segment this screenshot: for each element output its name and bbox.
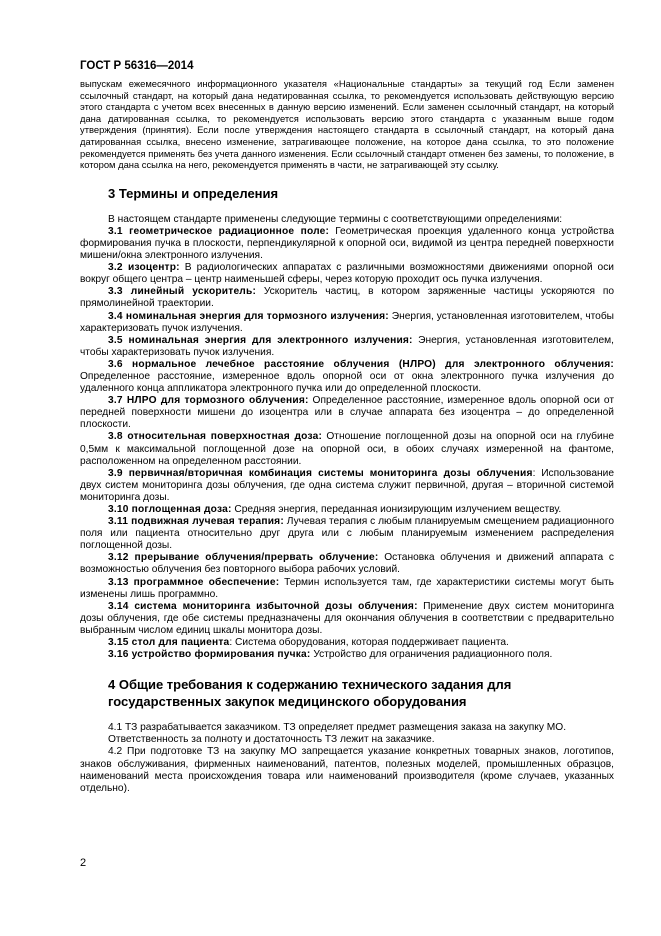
- term-text: Определенное расстояние, измеренное вдоль опорной оси от окна электронного пучка излучения до удаленного конца аппликатора электронного пучка или до определенной плоскости.: [80, 370, 614, 395]
- term-text: Применение двух систем мониторинга дозы облучения, где обе системы предназначены для окончания облучения в соответствии с предварительно выбранным числом единиц шкалы монитора дозы.: [80, 600, 614, 636]
- intro-paragraph: выпускам ежемесячного информационного указателя «Национальные стандарты» за текущий год Если заменен ссылочный стандарт, на который дана недатированная ссылка, то рекомендуется использовать действующую версию этого стандарта с учетом всех внесенных в данную версию изменений. Если заменен ссылочный стандарт, на который дана датированная ссылка, то рекомендуется использовать версию этого стандарта с указанным выше годом утверждения (принятия). Если после утверждения настоящего стандарта в ссылочный стандарт, на который дана датированная ссылка, внесено изменение, затрагивающее положение, на которое дана ссылка, то это положение рекомендуется применять без учета данного изменения. Если ссылочный стандарт отменен без замены, то положение, в котором дана ссылка на него, рекомендуется применять в части, не затрагивающей эту ссылку.: [80, 78, 614, 171]
- term-text: Лучевая терапия с любым планируемым смещением радиационного поля или пациента относительно друг друга или с любым планируемым изменением распределения поглощенной дозы.: [80, 516, 615, 552]
- term-text: Устройство для ограничения радиационного поля.: [310, 649, 553, 661]
- term-name: 3.9 первичная/вторичная комбинация системы мониторинга дозы облучения: [108, 467, 533, 479]
- term-text: Ускоритель частиц, в котором заряженные частицы ускоряются по прямолинейной траектории.: [80, 286, 614, 310]
- term-name: 3.12 прерывание облучения/прервать облучение:: [108, 552, 379, 564]
- term-text: Энергия, установленная изготовителем, чтобы характеризовать пучок излучения.: [80, 310, 615, 334]
- section-4-paragraph: 4.2 При подготовке ТЗ на закупку МО запрещается указание конкретных товарных знаков, логотипов, знаков обслуживания, фирменных наименований, патентов, полезных моделей, промышленных образцов, наименований места происхождения товара или наименований производителя (кроме случаев, указанных отдельно).: [80, 746, 614, 794]
- page-number: 2: [80, 857, 87, 869]
- term-definition: [80, 601, 614, 637]
- term-text: Геометрическая проекция удаленного конца устройства формирования пучка в плоскости, перпендикулярной к опорной оси, видимой из центра передней поверхности мишени/окна электронного излучения.: [80, 225, 614, 262]
- term-text: Средняя энергия, переданная ионизирующим излучением веществу.: [231, 504, 562, 515]
- document-header: ГОСТ Р 56316—2014: [80, 60, 194, 72]
- term-definition: [80, 359, 614, 395]
- term-text: Термин используется там, где характеристики системы могут быть изменены лишь программно.: [80, 576, 614, 600]
- term-name: 3.5 номинальная энергия для электронного излучения:: [108, 334, 413, 346]
- term-name: 3.11 подвижная лучевая терапия:: [108, 516, 284, 528]
- term-definition: [80, 649, 614, 661]
- term-definition: [80, 262, 614, 286]
- document-page: [80, 60, 614, 795]
- term-definition: [80, 552, 614, 576]
- term-name: 3.14 система мониторинга избыточной дозы облучения:: [108, 600, 418, 612]
- term-name: 3.6 нормальное лечебное расстояние облучения (НЛРО) для электронного облучения:: [108, 358, 614, 370]
- section-3-lead: В настоящем стандарте применены следующие термины с соответствующими определениями:: [108, 213, 563, 225]
- section-3-title: 3 Термины и определения: [108, 185, 279, 201]
- term-definition: [80, 637, 614, 649]
- term-name: 3.3 линейный ускоритель:: [108, 286, 257, 298]
- term-definition: [80, 516, 614, 552]
- section-4-paragraph: Ответственность за полноту и достаточность ТЗ лежит на заказчике.: [108, 734, 435, 746]
- term-definition: [80, 504, 614, 516]
- term-name: 3.15 стол для пациента: [108, 637, 230, 649]
- term-name: 3.13 программное обеспечение:: [108, 576, 280, 588]
- term-name: 3.7 НЛРО для тормозного облучения:: [108, 395, 309, 407]
- term-definition: [80, 577, 614, 601]
- term-text: : Система оборудования, которая поддерживает пациента.: [229, 637, 509, 649]
- term-definition: [80, 286, 614, 310]
- term-name: 3.10 поглощенная доза:: [108, 504, 232, 515]
- term-definition: [80, 431, 614, 467]
- term-text: В радиологических аппаратах с различными возможностями движениями опорной оси вокруг общего центра – центр наименьшей сферы, через которую проходит ось пучка излучения.: [80, 262, 614, 286]
- term-name: 3.2 изоцентр:: [108, 262, 180, 274]
- section-4-title: 4 Общие требования к содержанию технического задания для государственных закупок медицинского оборудования: [108, 677, 512, 710]
- term-name: 3.16 устройство формирования пучка:: [108, 649, 311, 661]
- term-definition: [80, 335, 614, 359]
- term-definition: [80, 311, 614, 335]
- term-definition: [80, 395, 614, 431]
- term-name: 3.8 относительная поверхностная доза:: [108, 431, 323, 443]
- term-text: Энергия, установленная изготовителем, чтобы характеризовать пучок излучения.: [80, 334, 614, 358]
- term-definition: [80, 468, 614, 504]
- term-text: Определенное расстояние, измеренное вдоль опорной оси от передней поверхности мишени до изоцентра или в случае аппарата без изоцентра – до определенной плоскости.: [80, 395, 614, 431]
- section-4-paragraph: 4.1 ТЗ разрабатывается заказчиком. ТЗ определяет предмет размещения заказа на закупку МО.: [108, 722, 567, 734]
- term-name: 3.4 номинальная энергия для тормозного излучения:: [108, 310, 389, 322]
- term-text: : Использование двух систем мониторинга дозы облучения, где одна система служит первичной, другая – вторичной системой мониторинга дозы.: [80, 467, 614, 503]
- term-name: 3.1 геометрическое радиационное поле:: [108, 225, 330, 237]
- term-text: Остановка облучения и движений аппарата с возможностью облучения без повторного выбора рабочих условий.: [80, 552, 614, 576]
- terms-list: [80, 226, 614, 661]
- term-text: Отношение поглощенной дозы на опорной оси на глубине 0,5мм к максимальной поглощенной дозе на опорной оси, в обоих случаях измеренной на фантоме, расположенном на определенном расстоянии.: [80, 431, 614, 467]
- term-definition: [80, 226, 614, 262]
